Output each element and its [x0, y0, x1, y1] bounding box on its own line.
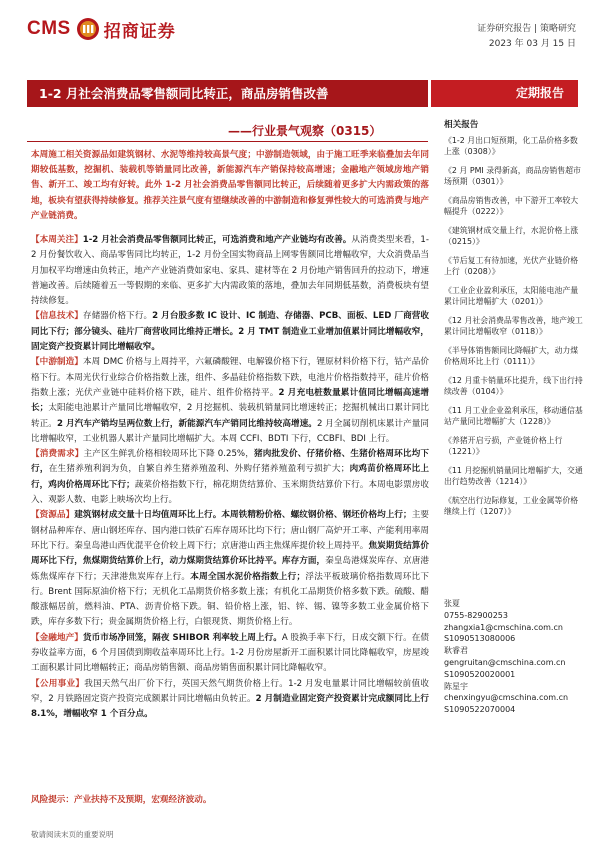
section-tag: 【公用事业】 [31, 678, 85, 689]
section-text: 在生猪养殖利润为负，自繁自养生猪养殖盈利、外购仔猪养殖盈利亏损扩大； [48, 464, 350, 475]
section-tag: 【消费需求】 [31, 449, 84, 460]
related-report-link[interactable]: 《12 月重卡销量环比提升，线下出行持续改善（0104）》 [444, 376, 583, 397]
section-manufacturing [31, 355, 429, 447]
related-report-link[interactable]: 《养猪开启亏损，产业链价格上行（1221）》 [444, 436, 563, 457]
section-highlight: 2 月汽车产销均呈两位数上行，新能源汽车产销同比维持较高增速。 [56, 418, 317, 429]
section-highlight: 猪肉批发价、仔猪价格、生猪价格周环比均下行， [31, 449, 429, 475]
summary-paragraph: 本周施工相关资源品如建筑钢材、水泥等维持较高景气度；中游制造领域，由于施工旺季来临叠加去年同期较低基数，挖掘机、装载机等销量同比改善，新能源汽车产销保持较高增速；金融地产领域房地产销售、新开工、竣工均有好转。此外 1-2 月社会消费品零售额同比转正，后续随着更多扩大内需政策的落地，板块有望获得持续修复。推荐关注景气度有望继续改善的中游制造和修复弹性较大的可选消费与地产产业链消费。 [31, 150, 429, 221]
section-tag: 【信息技术】 [31, 311, 83, 322]
section-tag: 【本周关注】 [31, 235, 83, 245]
related-reports-heading: 相关报告 [444, 120, 479, 130]
section-finance-realestate [31, 631, 429, 677]
section-highlight: 本周全国水泥价格指数上行； [190, 571, 306, 582]
analyst-name: 耿睿君 [444, 646, 468, 656]
related-report-link[interactable]: 《航空出行边际修复，工业金属等价格继续上行（1207）》 [444, 496, 579, 517]
section-text: 2 月全属切削机床累计产量同比增幅收窄，工业机器人累计产量同比增幅扩大。本周 CCFI、BDTI 下行，CCBFI、BDI 上行。 [31, 418, 429, 444]
related-report-link[interactable]: 《2 月 PMI 录得新高，商品房销售超市场预期（0301）》 [444, 166, 581, 187]
section-tag: 【中游制造】 [31, 357, 83, 368]
section-text: 蔬菜价格指数下行，棉花期货结算价、玉米期货结算价下行。本周电影票房收入、观影人数、电影上映场次均上行。 [31, 479, 429, 506]
header-meta [477, 22, 576, 52]
section-highlight: 2 月充电桩数量累计值同比增幅高速增长； [31, 387, 429, 414]
section-text: 存储器价格下行。 [82, 311, 153, 322]
related-report-link[interactable]: 《1-2 月出口短预期，化工品价格多数上涨（0308）》 [444, 136, 578, 157]
section-resources [31, 508, 429, 630]
related-report-link[interactable]: 《半导体销售额同比降幅扩大，动力煤价格周环比上行（0111）》 [444, 346, 579, 367]
section-tag: 【资源品】 [31, 510, 75, 521]
section-text: A 股换手率下行，日成交额下行。在债券收益率方面，6 个月国债到期收益率周环比上行。1-2 月份房屋新开工面积累计同比降幅收窄，房屋竣工面积累计同比增幅转正；商品房销售额、商品房销售面积累计同比降幅收窄。 [31, 632, 429, 674]
analyst-name: 陈星宇 [444, 681, 468, 691]
section-highlight: 肉鸡苗价格周环比上行，鸡肉价格周环比下行； [31, 464, 429, 490]
related-report-link[interactable]: 《12 月社会消费品零售改善，地产竣工累计同比增幅收窄（0118）》 [444, 316, 583, 337]
report-title: 1-2 月社会消费品零售额同比转正，商品房销售改善 [27, 80, 428, 107]
report-date: 2023 年 03 月 15 日 [488, 39, 576, 49]
related-reports-list [444, 135, 584, 517]
analyst-license: S1090522070004 [444, 705, 516, 715]
section-text: 我国天然气出厂价下行，英国天然气期货价格上行。1-2 月发电量累计同比增幅较前值收窄，2 月铁路固定资产投资完成额累计同比增幅由负转正。 [31, 678, 429, 704]
logo-company-name: 招商证券 [103, 21, 176, 42]
related-report-link[interactable]: 《工业企业盈利承压，太阳能电池产量累计同比增幅扩大（0201）》 [444, 286, 579, 307]
section-tag: 【金融地产】 [31, 632, 83, 643]
footer-disclaimer: 敬请阅读末页的重要说明 [31, 830, 114, 839]
logo-badge-icon [76, 17, 100, 41]
related-report-link[interactable]: 《商品房销售改善，中下游开工率较大幅提升（0222）》 [444, 196, 579, 217]
related-report-link[interactable]: 《11 月挖掘机销量同比增幅扩大，交通出行趋势改善（1214）》 [444, 466, 583, 487]
section-text: 从消费类型来看，1-2 月份餐饮收入、商品零售同比均转正，1-2 月份全国实物商品上网零售额同比增幅收窄，大众消费品当月加权平均增速由负转正，地产产业链消费如家电、家具、建材等在 2 月份地产销售回升的拉动下，增速普遍改善。后续随着五一等假期的来临、更多扩大内需政策的落地，叠加去年同期低基数，消费板块有望持续修复。 [31, 235, 429, 307]
section-highlight: 2 月制造业固定资产投资累计完成额同比上行 8.1%，增幅收窄 1 个百分点。 [31, 693, 429, 720]
related-report-link[interactable]: 《11 月工业企业盈利承压，移动通信基站产量同比增幅扩大（1228）》 [444, 406, 583, 427]
section-text: 本周 DMC 价格与上周持平，六氟磷酸锂、电解镍价格下行，锂原材料价格下行，钴产品价格下行。本周光伏行业综合价格指数上涨，组件、多晶硅价格指数下跌，电池片价格指数持平，硅片价格指数上涨；光伏产业链中硅料价格下跌，硅片、组件价格持平。 [31, 357, 429, 398]
report-type-line: 证券研究报告 | 策略研究 [477, 24, 576, 34]
report-body [31, 233, 429, 723]
section-text: 主要钢材品种库存、唐山钢坯库存、国内港口铁矿石库存周环比均下行；唐山钢厂高炉开工率、产能利用率周环比下行。秦皇岛港山西优混平仓价较上周下行；京唐港山西主焦煤库提价较上周持平。 [31, 510, 429, 551]
section-text: 太阳能电池累计产量同比增幅收窄，2 月挖掘机、装载机销量同比增速转正；挖掘机械出口累计同比转正。 [31, 403, 429, 429]
analyst-email[interactable]: zhangxia1@cmschina.com.cn [444, 622, 563, 632]
section-highlight: 焦炭期货结算价周环比下行，焦煤期货结算价上行，动力煤期货结算价环比持平。库存方面， [31, 540, 429, 567]
section-it [31, 309, 429, 355]
section-highlight: 货币市场净回笼，隔夜 SHIBOR 利率较上周上行。 [82, 632, 282, 643]
related-report-link[interactable]: 《建筑钢材成交量上行，水泥价格上涨（0215）》 [444, 226, 579, 247]
analyst-name: 张夏 [444, 599, 460, 608]
section-text: 秦皇岛港煤炭库存、京唐港炼焦煤库存下行；天津港焦炭库存上行。 [31, 556, 429, 582]
analyst-contacts [444, 598, 584, 716]
analyst-phone: 0755-82900253 [444, 610, 508, 620]
related-report-link[interactable]: 《节后复工有待加速，光伏产业链价格上行（0208）》 [444, 256, 579, 277]
risk-warning: 风险提示：产业扶持不及预期，宏观经济波动。 [31, 795, 212, 805]
analyst-email[interactable]: gengruitan@cmschina.com.cn [444, 657, 566, 667]
section-utilities [31, 677, 429, 723]
section-focus [31, 233, 429, 309]
section-highlight: 2 月台股多数 IC 设计、IC 制造、存储器、PCB、面板、LED 厂商营收同比下行；部分镜头、硅片厂商营收同比维持正增长。2 月 TMT 制造业工业增加值累计同比增幅收窄，固定资产投资累计同比增幅收窄。 [31, 311, 429, 353]
section-consumption [31, 447, 429, 508]
report-subtitle: ——行业景气观察（0315） [228, 124, 382, 138]
title-divider [27, 141, 428, 142]
analyst-license: S1090520020001 [444, 669, 516, 679]
report-category-badge: 定期报告 [431, 80, 578, 107]
related-reports-sidebar [444, 118, 584, 525]
analyst-license: S1090513080006 [444, 634, 516, 644]
section-highlight: 建筑钢材成交量十日均值周环比上行。本周铁精粉价格、螺纹钢价格、钢坯价格均上行； [74, 510, 412, 521]
section-highlight: 1-2 月社会消费品零售额同比转正，可选消费和地产产业链均有改善。 [82, 235, 352, 245]
section-text: 浮法平板玻璃价格指数周环比下行。Brent 国际原油价格下行；无机化工品期货价格多数上涨；有机化工品期货价格多数下跌。硫酸、醋酸涨幅居前，燃料油、PTA、沥青价格下跌。铜、铅价格上涨，铝、锌、锡、镍等多数工业金属价格下跌，库存多数下行；贵金属期货价格上行，白银现货、期货价格上行。 [31, 571, 429, 628]
analyst-email[interactable]: chenxingyu@cmschina.com.cn [444, 693, 569, 703]
logo-cms-text: CMS [27, 18, 71, 39]
company-logo [27, 16, 176, 42]
section-text: 主产区生鲜乳价格相较周环比下降 0.25%， [83, 449, 255, 460]
